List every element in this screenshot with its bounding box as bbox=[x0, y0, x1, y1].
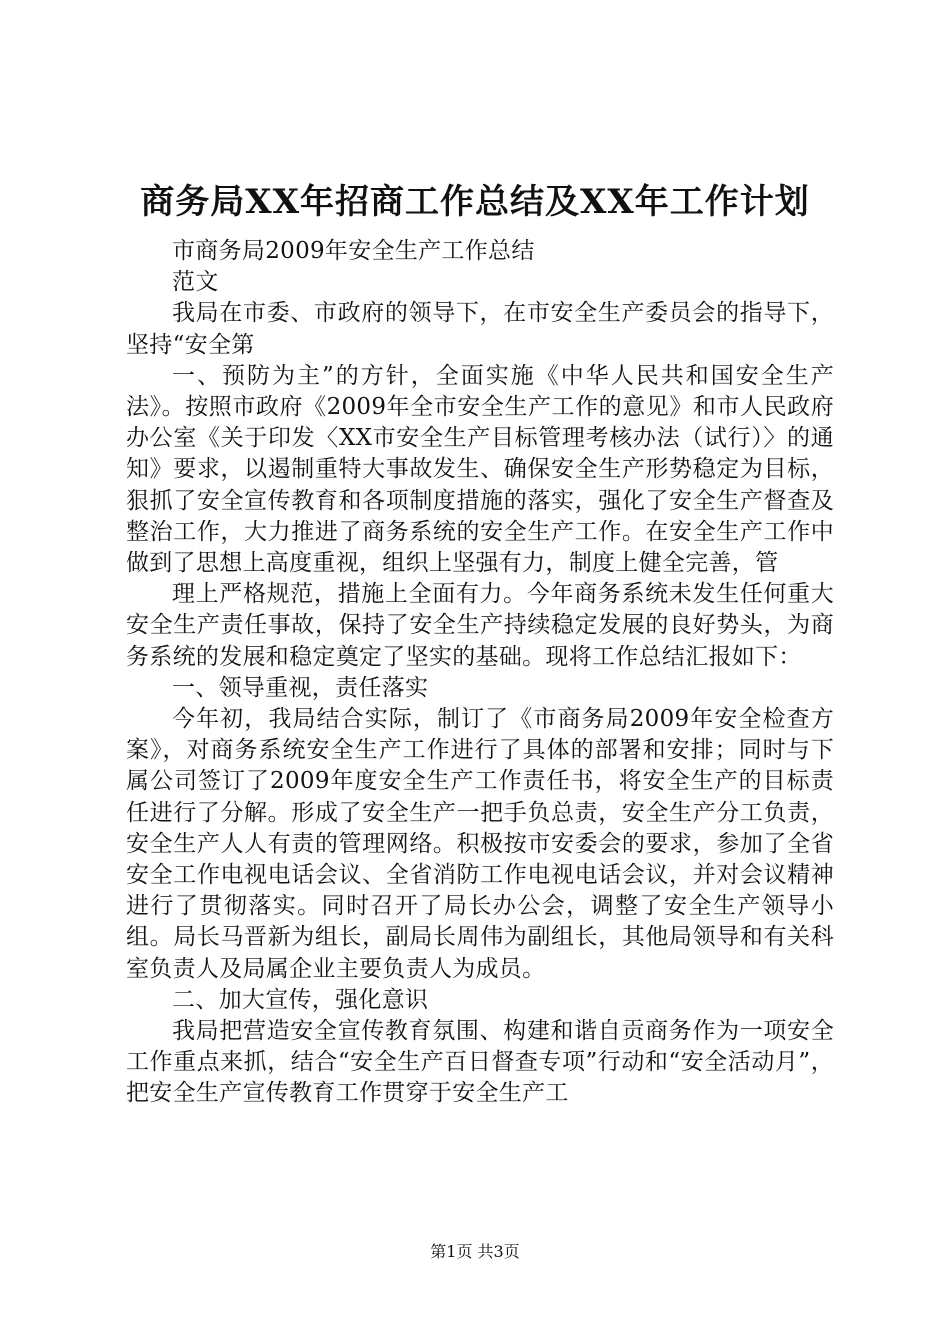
paragraph: 今年初，我局结合实际，制订了《市商务局2009年安全检查方案》，对商务系统安全生产工作进行了具体的部署和安排；同时与下属公司签订了2009年度安全生产工作责任书，将安全生产的目标责任进行了分解。形成了安全生产一把手负总责，安全生产分工负责，安全生产人人有责的管理网络。积极按市安委会的要求，参加了全省安全工作电视电话会议、全省消防工作电视电话会议，并对会议精神进行了贯彻落实。同时召开了局长办公会，调整了安全生产领导小组。局长马晋新为组长，副局长周伟为副组长，其他局领导和有关科室负责人及局属企业主要负责人为成员。 bbox=[126, 706, 834, 982]
paragraph: 理上严格规范，措施上全面有力。今年商务系统未发生任何重大安全生产责任事故，保持了安全生产持续稳定发展的良好势头，为商务系统的发展和稳定奠定了坚实的基础。现将工作总结汇报如下： bbox=[126, 581, 834, 670]
paragraph: 范文 bbox=[172, 269, 219, 296]
paragraph: 我局在市委、市政府的领导下，在市安全生产委员会的指导下，坚持“安全第 bbox=[126, 300, 834, 358]
document-title: 商务局XX年招商工作总结及XX年工作计划 bbox=[140, 182, 810, 222]
section-heading: 一、领导重视，责任落实 bbox=[172, 674, 429, 701]
paragraph: 市商务局2009年安全生产工作总结 bbox=[172, 238, 535, 264]
paragraph: 我局把营造安全宣传教育氛围、构建和谐自贡商务作为一项安全工作重点来抓，结合“安全生产百日督查专项”行动和“安全活动月”，把安全生产宣传教育工作贯穿于安全生产工 bbox=[126, 1018, 834, 1107]
section-heading: 二、加大宣传，强化意识 bbox=[172, 986, 429, 1013]
paragraph: 一、预防为主”的方针，全面实施《中华人民共和国安全生产法》。按照市政府《2009年全市安全生产工作的意见》和市人民政府办公室《关于印发〈XX市安全生产目标管理考核办法（试行）〉的通知》要求，以遏制重特大事故发生、确保安全生产形势稳定为目标，狠抓了安全宣传教育和各项制度措施的落实，强化了安全生产督查及整治工作，大力推进了商务系统的安全生产工作。在安全生产工作中做到了思想上高度重视，组织上坚强有力，制度上健全完善，管 bbox=[126, 362, 834, 577]
document-body bbox=[126, 236, 834, 1110]
page-number-footer: 第1页 共3页 bbox=[430, 1242, 520, 1261]
